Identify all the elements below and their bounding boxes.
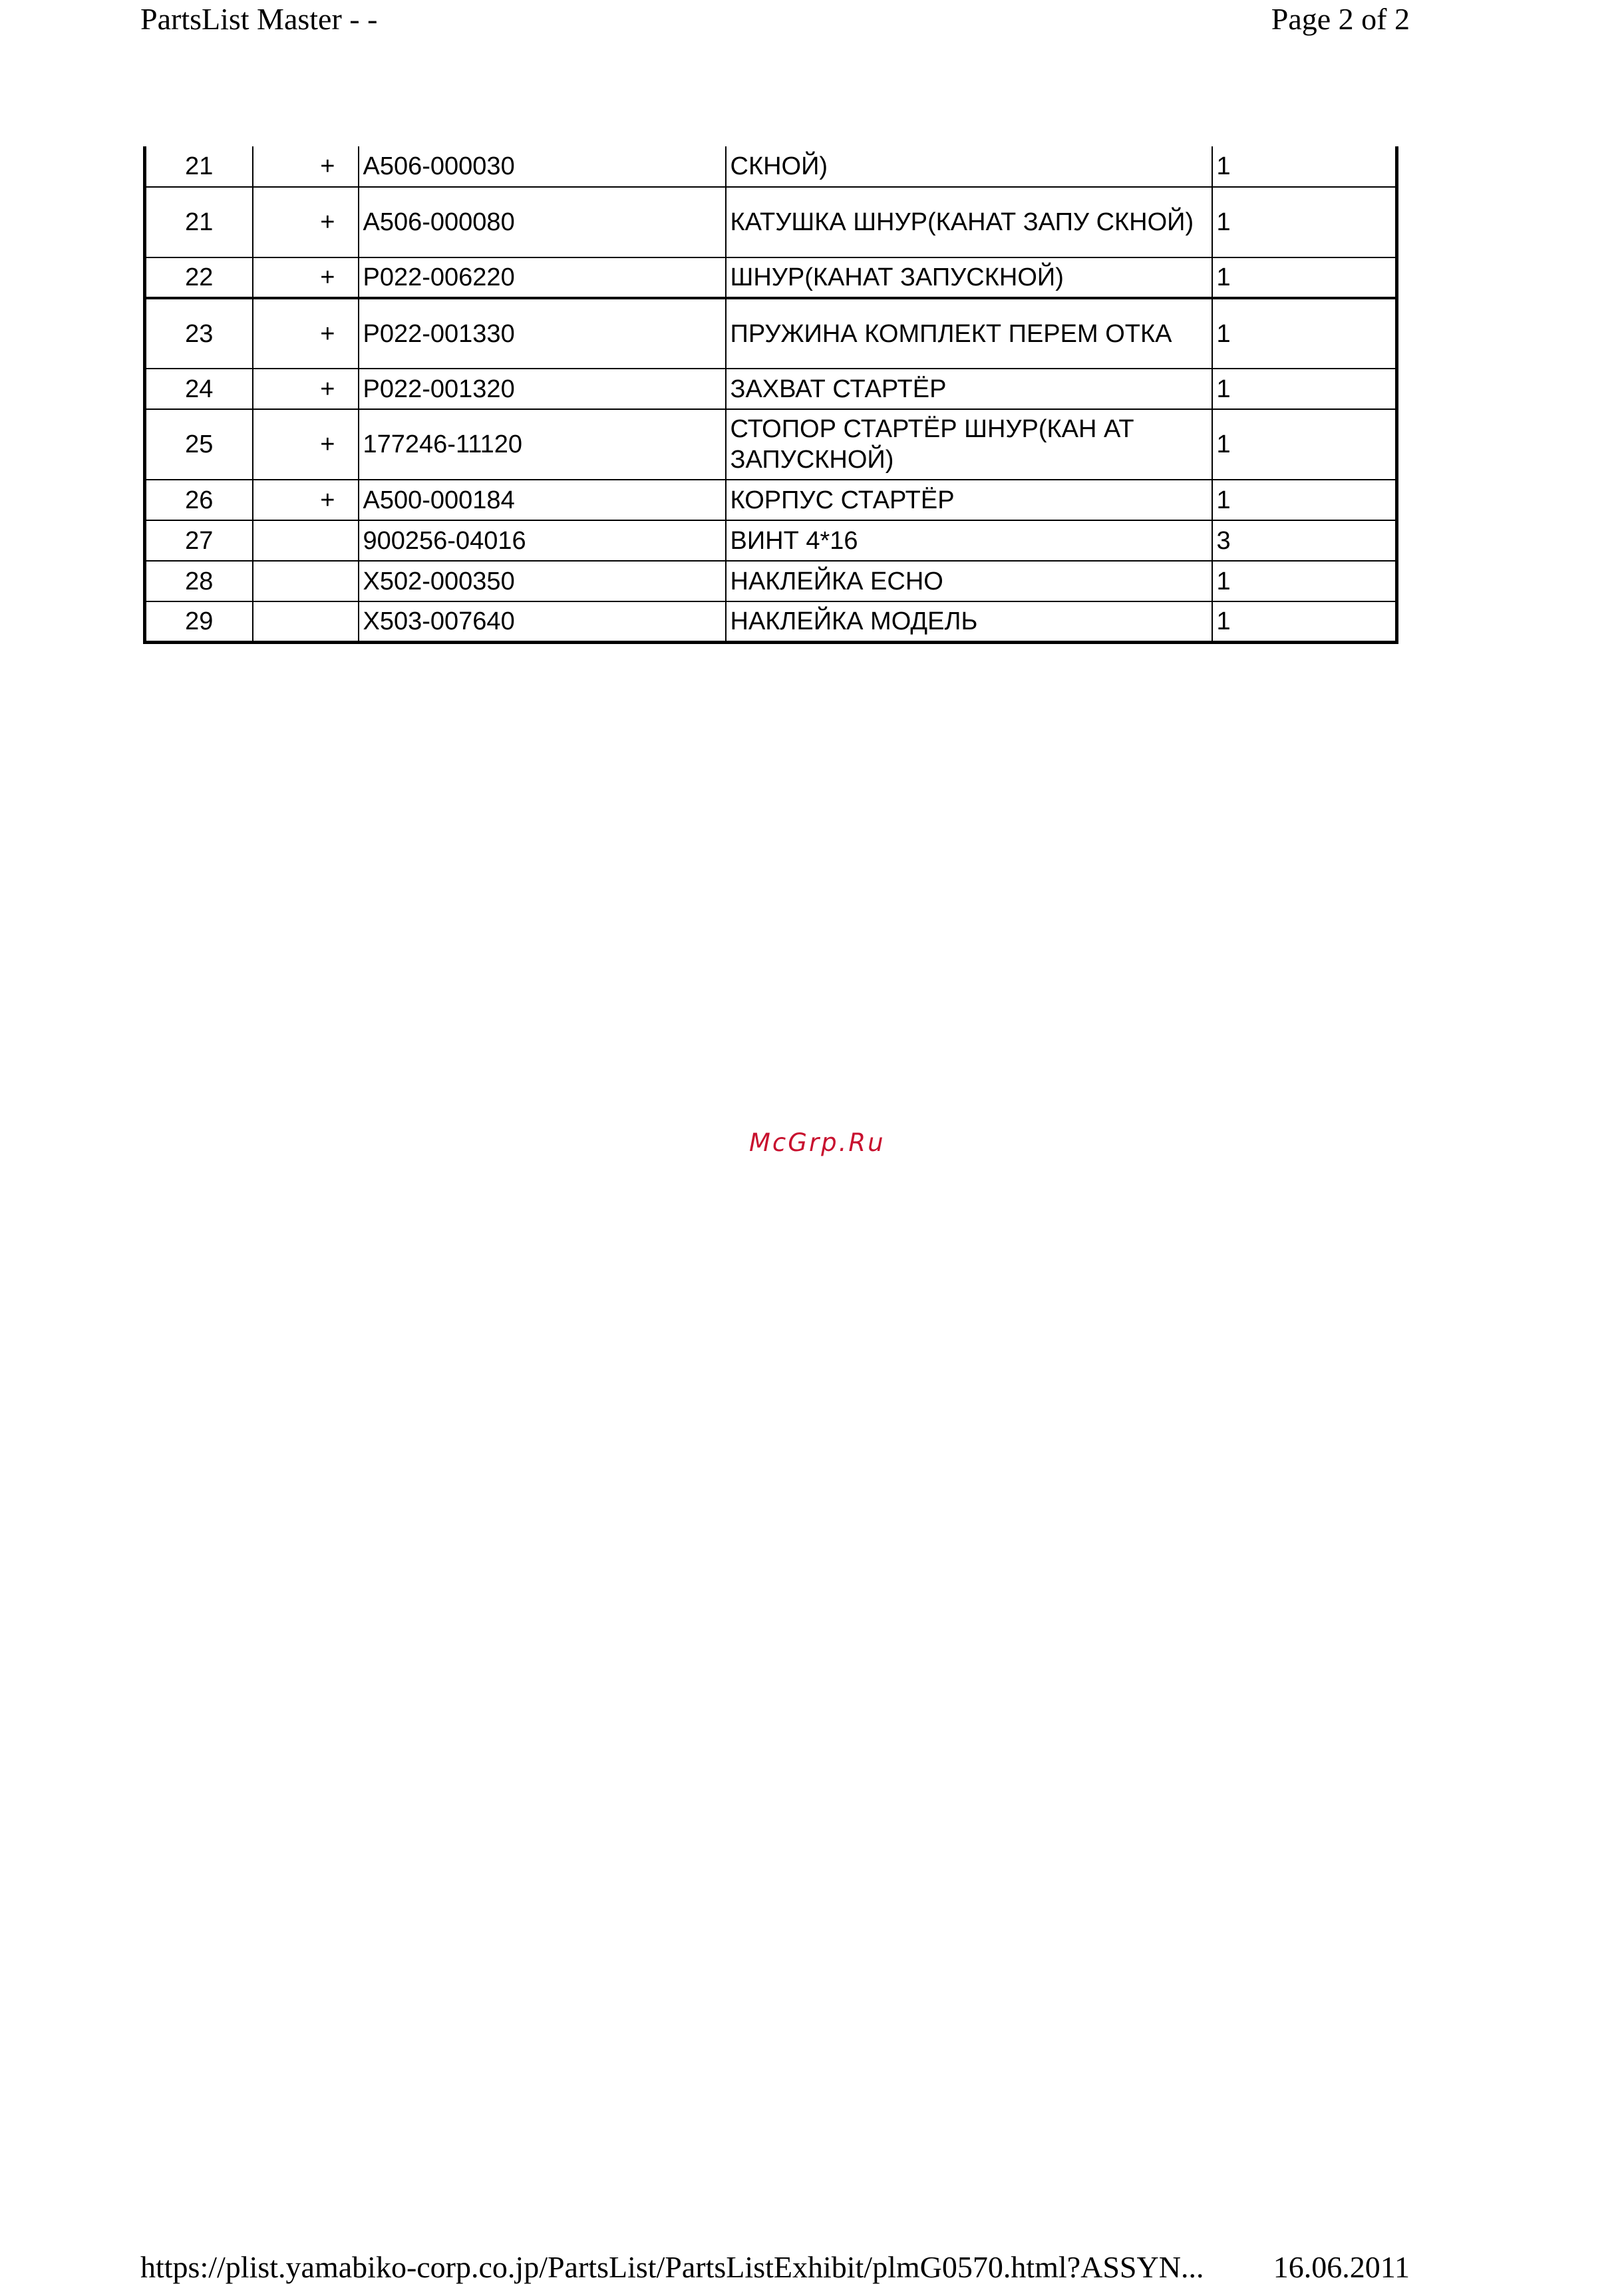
table-row [145,409,1397,480]
table-row [145,561,1397,601]
part-description: ШНУР(КАНАТ ЗАПУСКНОЙ) [726,257,1212,298]
quantity: 1 [1212,409,1397,480]
assembly-mark [253,601,359,642]
part-number: A500-000184 [359,480,726,520]
parts-table [143,146,1398,644]
part-number: X502-000350 [359,561,726,601]
part-description: КОРПУС СТАРТЁР [726,480,1212,520]
part-description: СТОПОР СТАРТЁР ШНУР(КАН АТ ЗАПУСКНОЙ) [726,409,1212,480]
table-row [145,369,1397,409]
part-number: P022-001320 [359,369,726,409]
assembly-mark [253,520,359,561]
ref-number: 28 [145,561,253,601]
footer-url: https://plist.yamabiko-corp.co.jp/PartsList/PartsListExhibit/plmG0570.html?ASSYN... [140,2250,1204,2284]
quantity: 1 [1212,257,1397,298]
ref-number: 21 [145,187,253,257]
ref-number: 27 [145,520,253,561]
assembly-mark: + [253,257,359,298]
quantity: 1 [1212,480,1397,520]
table-row [145,187,1397,257]
header-title: PartsList Master - - [140,2,378,36]
footer-date: 16.06.2011 [1273,2250,1410,2284]
part-number: P022-006220 [359,257,726,298]
part-description: НАКЛЕЙКА МОДЕЛЬ [726,601,1212,642]
part-number: A506-000030 [359,146,726,187]
table-row [145,601,1397,642]
part-number: P022-001330 [359,298,726,369]
ref-number: 25 [145,409,253,480]
page-number: Page 2 of 2 [1271,2,1410,36]
assembly-mark: + [253,146,359,187]
quantity: 1 [1212,187,1397,257]
part-description: СКНОЙ) [726,146,1212,187]
ref-number: 24 [145,369,253,409]
ref-number: 26 [145,480,253,520]
quantity: 1 [1212,561,1397,601]
quantity: 1 [1212,298,1397,369]
part-description: КАТУШКА ШНУР(КАНАТ ЗАПУ СКНОЙ) [726,187,1212,257]
part-description: ПРУЖИНА КОМПЛЕКТ ПЕРЕМ ОТКА [726,298,1212,369]
quantity: 1 [1212,601,1397,642]
part-number: 177246-11120 [359,409,726,480]
assembly-mark: + [253,480,359,520]
table-row [145,257,1397,298]
ref-number: 22 [145,257,253,298]
table-row [145,480,1397,520]
part-description: НАКЛЕЙКА ECHO [726,561,1212,601]
ref-number: 23 [145,298,253,369]
ref-number: 29 [145,601,253,642]
assembly-mark: + [253,298,359,369]
assembly-mark [253,561,359,601]
part-number: 900256-04016 [359,520,726,561]
ref-number: 21 [145,146,253,187]
table-row [145,146,1397,187]
quantity: 3 [1212,520,1397,561]
quantity: 1 [1212,369,1397,409]
assembly-mark: + [253,409,359,480]
part-number: X503-007640 [359,601,726,642]
part-description: ВИНТ 4*16 [726,520,1212,561]
table-row [145,520,1397,561]
assembly-mark: + [253,187,359,257]
table-row [145,298,1397,369]
quantity: 1 [1212,146,1397,187]
part-number: A506-000080 [359,187,726,257]
part-description: ЗАХВАТ СТАРТЁР [726,369,1212,409]
assembly-mark: + [253,369,359,409]
watermark: McGrp.Ru [749,1128,886,1157]
